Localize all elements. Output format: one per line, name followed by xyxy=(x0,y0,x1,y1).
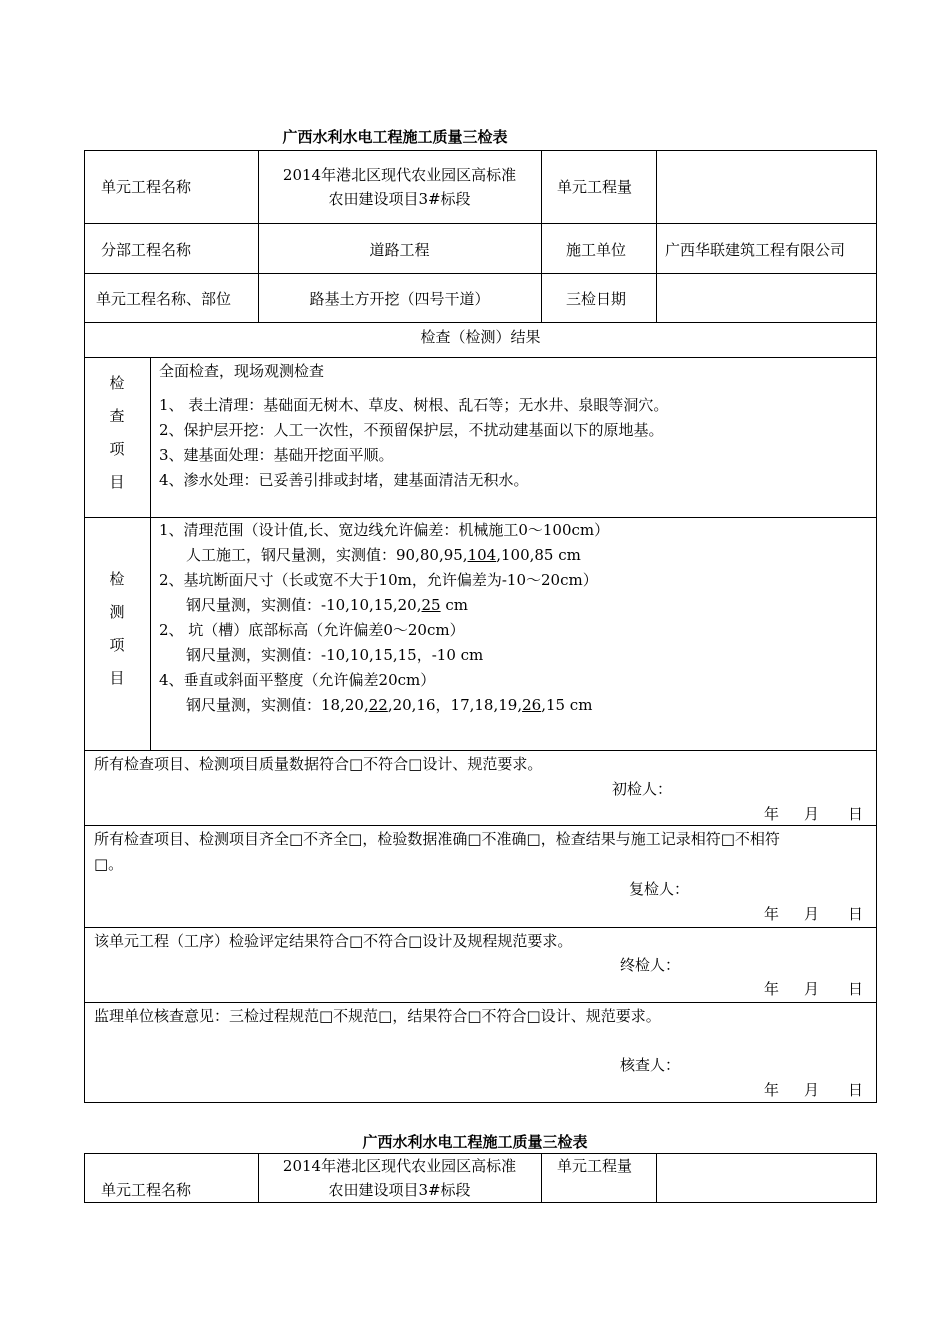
testing-line: 2、基坑断面尺寸（长或宽不大于10m，允许偏差为-10～20cm） xyxy=(159,571,598,589)
page-title-repeat: 广西水利水电工程施工质量三检表 xyxy=(362,1133,588,1151)
final-check-signer: 终检人： xyxy=(620,956,681,974)
date-month: 月 xyxy=(804,1081,820,1099)
page-title: 广西水利水电工程施工质量三检表 xyxy=(282,128,508,146)
testing-label-char: 项 xyxy=(109,636,125,654)
unit-name-label: 单元工程名称 xyxy=(101,1181,192,1199)
date-year: 年 xyxy=(764,1081,780,1099)
part-label: 单元工程名称、部位 xyxy=(96,290,232,308)
inspection-line: 1、 表土清理：基础面无树木、草皮、树根、乱石等；无水井、泉眼等洞穴。 xyxy=(159,396,669,414)
unit-name-value-line2: 农田建设项目3#标段 xyxy=(328,190,471,208)
testing-line: 钢尺量测，实测值：-10,10,15,15，-10 cm xyxy=(186,646,484,664)
quantity-label: 单元工程量 xyxy=(557,178,633,196)
testing-text: 钢尺量测，实测值：-10,10,15,20, xyxy=(186,596,422,614)
date-day: 日 xyxy=(848,805,864,823)
testing-text: cm xyxy=(440,596,468,614)
date-day: 日 xyxy=(848,980,864,998)
testing-label-char: 测 xyxy=(109,603,125,621)
divider xyxy=(84,927,877,928)
testing-text: 人工施工，钢尺量测，实测值：90,80,95, xyxy=(186,546,468,564)
supervisor-signer: 核查人： xyxy=(620,1056,681,1074)
divider xyxy=(84,1002,877,1003)
testing-line: 2、 坑（槽）底部标高（允许偏差0～20cm） xyxy=(159,621,465,639)
second-check-signer: 复检人： xyxy=(629,880,690,898)
second-check-statement-line1: 所有检查项目、检测项目齐全□不齐全□，检验数据准确□不准确□，检查结果与施工记录相符□不相符 xyxy=(94,830,780,848)
testing-text: ,20,16，17,18,19, xyxy=(387,696,523,714)
testing-line: 1、清理范围（设计值,长、宽边线允许偏差：机械施工0～100cm） xyxy=(159,521,610,539)
divider xyxy=(541,150,542,322)
divider xyxy=(84,750,877,751)
testing-line: 4、垂直或斜面平整度（允许偏差20cm） xyxy=(159,671,436,689)
division-value: 道路工程 xyxy=(369,241,430,259)
unit-name-value-line2: 农田建设项目3#标段 xyxy=(328,1181,471,1199)
out-of-tolerance-value: 22 xyxy=(368,696,388,714)
date-year: 年 xyxy=(764,905,780,923)
second-check-statement-line2: □。 xyxy=(94,855,124,873)
quantity-label: 单元工程量 xyxy=(557,1157,633,1175)
divider xyxy=(150,357,151,750)
testing-text: 钢尺量测，实测值：18,20, xyxy=(186,696,369,714)
supervisor-opinion: 监理单位核查意见：三检过程规范□不规范□，结果符合□不符合□设计、规范要求。 xyxy=(94,1007,661,1025)
out-of-tolerance-value: 26 xyxy=(522,696,542,714)
date-year: 年 xyxy=(764,980,780,998)
final-check-statement: 该单元工程（工序）检验评定结果符合□不符合□设计及规程规范要求。 xyxy=(94,932,573,950)
divider xyxy=(84,357,877,358)
first-check-statement: 所有检查项目、检测项目质量数据符合□不符合□设计、规范要求。 xyxy=(94,755,543,773)
date-year: 年 xyxy=(764,805,780,823)
unit-name-value-line1: 2014年港北区现代农业园区高标准 xyxy=(282,1157,517,1175)
part-value: 路基土方开挖（四号干道） xyxy=(309,290,490,308)
divider xyxy=(541,1153,542,1203)
testing-text: ,15 cm xyxy=(541,696,593,714)
testing-label-char: 检 xyxy=(109,570,125,588)
date-label: 三检日期 xyxy=(566,290,627,308)
inspection-label-char: 项 xyxy=(109,440,125,458)
inspection-label-char: 目 xyxy=(109,473,125,491)
division-label: 分部工程名称 xyxy=(101,241,192,259)
date-month: 月 xyxy=(804,980,820,998)
testing-line xyxy=(186,543,581,567)
testing-line xyxy=(186,593,468,617)
testing-text: ,100,85 cm xyxy=(496,546,581,564)
divider xyxy=(656,150,657,322)
inspection-line: 2、保护层开挖：人工一次性，不预留保护层，不扰动建基面以下的原地基。 xyxy=(159,421,664,439)
inspection-label-char: 检 xyxy=(109,374,125,392)
divider xyxy=(84,273,877,274)
unit-name-label: 单元工程名称 xyxy=(101,178,192,196)
out-of-tolerance-value: 104 xyxy=(467,546,497,564)
divider xyxy=(84,825,877,826)
divider xyxy=(84,322,877,323)
inspection-label-char: 查 xyxy=(109,407,125,425)
testing-label-char: 目 xyxy=(109,669,125,687)
results-header: 检查（检测）结果 xyxy=(420,328,541,346)
contractor-value: 广西华联建筑工程有限公司 xyxy=(665,241,846,259)
date-month: 月 xyxy=(804,905,820,923)
out-of-tolerance-value: 25 xyxy=(421,596,441,614)
testing-line xyxy=(186,693,592,717)
first-check-signer: 初检人： xyxy=(612,780,673,798)
date-month: 月 xyxy=(804,805,820,823)
divider xyxy=(656,1153,657,1203)
inspection-line: 3、建基面处理：基础开挖面平顺。 xyxy=(159,446,394,464)
inspection-line: 全面检查，现场观测检查 xyxy=(159,362,325,380)
date-day: 日 xyxy=(848,1081,864,1099)
date-day: 日 xyxy=(848,905,864,923)
inspection-line: 4、渗水处理：已妥善引排或封堵，建基面清洁无积水。 xyxy=(159,471,529,489)
divider xyxy=(84,223,877,224)
contractor-label: 施工单位 xyxy=(566,241,627,259)
unit-name-value-line1: 2014年港北区现代农业园区高标准 xyxy=(282,166,517,184)
